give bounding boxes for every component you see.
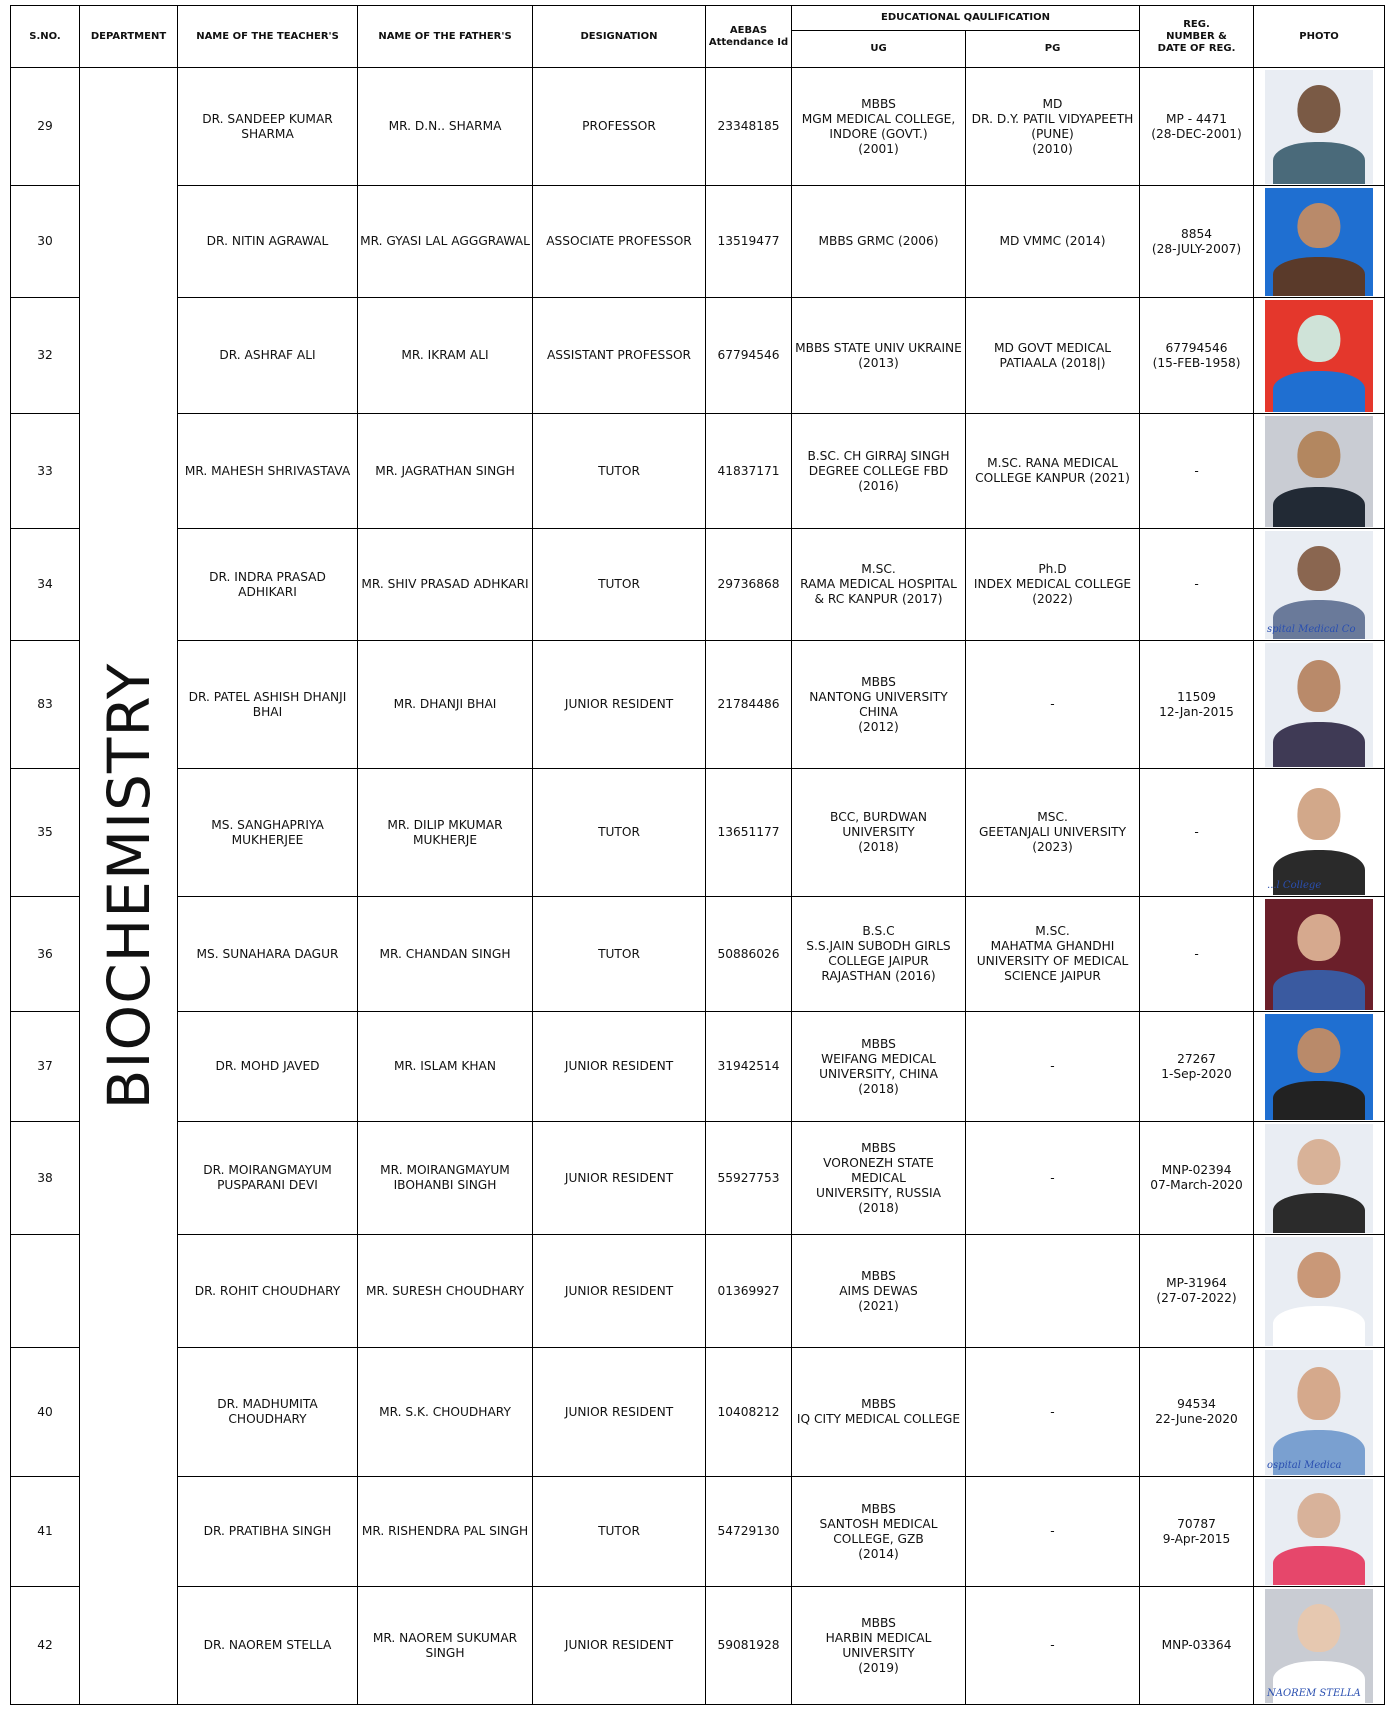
cell-father: MR. JAGRATHAN SINGH <box>358 414 533 529</box>
header-pg: PG <box>966 31 1140 68</box>
staff-photo <box>1265 771 1373 895</box>
photo-body-shape <box>1273 257 1366 296</box>
cell-pg: MD DR. D.Y. PATIL VIDYAPEETH (PUNE) (2010) <box>966 68 1140 186</box>
photo-body-shape <box>1273 970 1366 1010</box>
cell-reg: 70787 9-Apr-2015 <box>1140 1477 1254 1587</box>
staff-photo <box>1265 1479 1373 1585</box>
cell-photo <box>1254 186 1385 298</box>
cell-ug: MBBS VORONEZH STATE MEDICAL UNIVERSITY, RUSSIA (2018) <box>792 1122 966 1235</box>
cell-photo <box>1254 298 1385 414</box>
photo-stamp-text: NAOREM STELLA <box>1267 1687 1361 1699</box>
cell-photo <box>1254 897 1385 1012</box>
cell-teacher: DR. NAOREM STELLA <box>178 1587 358 1705</box>
cell-father: MR. SHIV PRASAD ADHKARI <box>358 529 533 641</box>
cell-pg <box>966 1235 1140 1348</box>
cell-photo <box>1254 529 1385 641</box>
cell-ug: MBBS NANTONG UNIVERSITY CHINA (2012) <box>792 641 966 769</box>
cell-designation: JUNIOR RESIDENT <box>533 1348 706 1477</box>
cell-photo <box>1254 414 1385 529</box>
cell-teacher: DR. SANDEEP KUMAR SHARMA <box>178 68 358 186</box>
cell-sno: 30 <box>11 186 80 298</box>
cell-designation: TUTOR <box>533 897 706 1012</box>
cell-pg: Ph.D INDEX MEDICAL COLLEGE (2022) <box>966 529 1140 641</box>
cell-designation: JUNIOR RESIDENT <box>533 1122 706 1235</box>
cell-designation: TUTOR <box>533 769 706 897</box>
header-education: EDUCATIONAL QAULIFICATION <box>792 6 1140 31</box>
cell-ug: B.S.C S.S.JAIN SUBODH GIRLS COLLEGE JAIPUR RAJASTHAN (2016) <box>792 897 966 1012</box>
photo-head-shape <box>1297 660 1340 712</box>
cell-designation: TUTOR <box>533 529 706 641</box>
staff-photo <box>1265 1350 1373 1475</box>
cell-aebas: 50886026 <box>706 897 792 1012</box>
photo-head-shape <box>1297 1493 1340 1538</box>
cell-reg: MNP-02394 07-March-2020 <box>1140 1122 1254 1235</box>
cell-sno: 35 <box>11 769 80 897</box>
table-row <box>11 68 1385 186</box>
cell-pg: M.SC. MAHATMA GHANDHI UNIVERSITY OF MEDICAL SCIENCE JAIPUR <box>966 897 1140 1012</box>
header-row <box>11 6 1385 31</box>
cell-teacher: DR. PATEL ASHISH DHANJI BHAI <box>178 641 358 769</box>
table-row <box>11 1122 1385 1235</box>
cell-father: MR. ISLAM KHAN <box>358 1012 533 1122</box>
cell-aebas: 55927753 <box>706 1122 792 1235</box>
cell-sno: 34 <box>11 529 80 641</box>
cell-father: MR. CHANDAN SINGH <box>358 897 533 1012</box>
staff-photo <box>1265 1237 1373 1346</box>
cell-sno: 83 <box>11 641 80 769</box>
photo-head-shape <box>1297 1367 1340 1420</box>
cell-reg: MNP-03364 <box>1140 1587 1254 1705</box>
cell-father: MR. IKRAM ALI <box>358 298 533 414</box>
cell-reg: 27267 1-Sep-2020 <box>1140 1012 1254 1122</box>
faculty-table <box>10 5 1385 1705</box>
staff-photo <box>1265 188 1373 296</box>
cell-pg: MD GOVT MEDICAL PATIAALA (2018|) <box>966 298 1140 414</box>
cell-teacher: DR. MADHUMITA CHOUDHARY <box>178 1348 358 1477</box>
cell-ug: MBBS AIMS DEWAS (2021) <box>792 1235 966 1348</box>
cell-ug: MBBS SANTOSH MEDICAL COLLEGE, GZB (2014) <box>792 1477 966 1587</box>
cell-designation: ASSOCIATE PROFESSOR <box>533 186 706 298</box>
cell-teacher: DR. MOIRANGMAYUM PUSPARANI DEVI <box>178 1122 358 1235</box>
cell-photo <box>1254 641 1385 769</box>
table-row <box>11 298 1385 414</box>
cell-teacher: DR. ROHIT CHOUDHARY <box>178 1235 358 1348</box>
cell-aebas: 13519477 <box>706 186 792 298</box>
cell-photo <box>1254 1235 1385 1348</box>
header-designation: DESIGNATION <box>533 6 706 68</box>
cell-aebas: 59081928 <box>706 1587 792 1705</box>
cell-teacher: DR. NITIN AGRAWAL <box>178 186 358 298</box>
cell-pg: MD VMMC (2014) <box>966 186 1140 298</box>
table-row <box>11 1235 1385 1348</box>
table-row <box>11 186 1385 298</box>
cell-photo <box>1254 1587 1385 1705</box>
cell-teacher: DR. INDRA PRASAD ADHIKARI <box>178 529 358 641</box>
header-aebas: AEBAS Attendance Id <box>706 6 792 68</box>
photo-body-shape <box>1273 722 1366 767</box>
cell-teacher: MR. MAHESH SHRIVASTAVA <box>178 414 358 529</box>
cell-father: MR. SURESH CHOUDHARY <box>358 1235 533 1348</box>
cell-designation: ASSISTANT PROFESSOR <box>533 298 706 414</box>
table-row <box>11 897 1385 1012</box>
cell-designation: TUTOR <box>533 1477 706 1587</box>
photo-body-shape <box>1273 142 1366 183</box>
cell-photo <box>1254 1348 1385 1477</box>
cell-photo <box>1254 1122 1385 1235</box>
cell-father: MR. NAOREM SUKUMAR SINGH <box>358 1587 533 1705</box>
cell-pg: - <box>966 1122 1140 1235</box>
staff-photo <box>1265 899 1373 1010</box>
cell-sno: 29 <box>11 68 80 186</box>
cell-pg: MSC. GEETANJALI UNIVERSITY (2023) <box>966 769 1140 897</box>
cell-father: MR. MOIRANGMAYUM IBOHANBI SINGH <box>358 1122 533 1235</box>
cell-aebas: 23348185 <box>706 68 792 186</box>
photo-head-shape <box>1297 203 1340 248</box>
cell-sno: 33 <box>11 414 80 529</box>
cell-sno: 42 <box>11 1587 80 1705</box>
photo-head-shape <box>1297 315 1340 362</box>
cell-aebas: 41837171 <box>706 414 792 529</box>
staff-photo <box>1265 300 1373 412</box>
photo-body-shape <box>1273 1306 1366 1345</box>
cell-aebas: 01369927 <box>706 1235 792 1348</box>
cell-reg: 8854 (28-JULY-2007) <box>1140 186 1254 298</box>
cell-teacher: DR. MOHD JAVED <box>178 1012 358 1122</box>
table-row <box>11 1012 1385 1122</box>
header-father: NAME OF THE FATHER'S <box>358 6 533 68</box>
department-label: BIOCHEMISTRY <box>94 662 163 1110</box>
staff-photo <box>1265 416 1373 527</box>
cell-sno: 37 <box>11 1012 80 1122</box>
cell-reg: - <box>1140 897 1254 1012</box>
cell-designation: JUNIOR RESIDENT <box>533 641 706 769</box>
table-row <box>11 414 1385 529</box>
cell-sno: 41 <box>11 1477 80 1587</box>
cell-ug: MBBS IQ CITY MEDICAL COLLEGE <box>792 1348 966 1477</box>
cell-pg: - <box>966 1348 1140 1477</box>
photo-head-shape <box>1297 85 1340 133</box>
header-photo: PHOTO <box>1254 6 1385 68</box>
cell-ug: MBBS GRMC (2006) <box>792 186 966 298</box>
staff-photo <box>1265 1589 1373 1703</box>
cell-aebas: 13651177 <box>706 769 792 897</box>
cell-ug: MBBS HARBIN MEDICAL UNIVERSITY (2019) <box>792 1587 966 1705</box>
cell-reg: - <box>1140 529 1254 641</box>
cell-reg: 11509 12-Jan-2015 <box>1140 641 1254 769</box>
cell-pg: - <box>966 641 1140 769</box>
staff-photo <box>1265 70 1373 184</box>
photo-head-shape <box>1297 1028 1340 1073</box>
cell-reg: 94534 22-June-2020 <box>1140 1348 1254 1477</box>
cell-pg: - <box>966 1012 1140 1122</box>
cell-ug: MBBS STATE UNIV UKRAINE (2013) <box>792 298 966 414</box>
header-teacher: NAME OF THE TEACHER'S <box>178 6 358 68</box>
photo-body-shape <box>1273 371 1366 411</box>
cell-photo <box>1254 68 1385 186</box>
table-body <box>11 68 1385 1705</box>
photo-body-shape <box>1273 1546 1366 1584</box>
photo-head-shape <box>1297 431 1340 478</box>
cell-sno <box>11 1235 80 1348</box>
cell-teacher: DR. PRATIBHA SINGH <box>178 1477 358 1587</box>
table-row <box>11 529 1385 641</box>
photo-head-shape <box>1297 1139 1340 1185</box>
cell-designation: JUNIOR RESIDENT <box>533 1235 706 1348</box>
staff-photo <box>1265 1014 1373 1120</box>
cell-teacher: MS. SUNAHARA DAGUR <box>178 897 358 1012</box>
cell-aebas: 54729130 <box>706 1477 792 1587</box>
photo-body-shape <box>1273 1193 1366 1232</box>
photo-stamp-text: ospital Medica <box>1267 1459 1342 1471</box>
cell-ug: MBBS MGM MEDICAL COLLEGE, INDORE (GOVT.) (2001) <box>792 68 966 186</box>
cell-father: MR. RISHENDRA PAL SINGH <box>358 1477 533 1587</box>
cell-sno: 36 <box>11 897 80 1012</box>
cell-ug: MBBS WEIFANG MEDICAL UNIVERSITY, CHINA (2018) <box>792 1012 966 1122</box>
cell-reg: MP - 4471 (28-DEC-2001) <box>1140 68 1254 186</box>
table-row <box>11 1477 1385 1587</box>
photo-body-shape <box>1273 487 1366 527</box>
cell-father: MR. DHANJI BHAI <box>358 641 533 769</box>
cell-designation: TUTOR <box>533 414 706 529</box>
cell-photo <box>1254 1012 1385 1122</box>
photo-stamp-text: spital Medical Co <box>1267 623 1356 635</box>
cell-aebas: 31942514 <box>706 1012 792 1122</box>
cell-pg: M.SC. RANA MEDICAL COLLEGE KANPUR (2021) <box>966 414 1140 529</box>
photo-head-shape <box>1297 1252 1340 1298</box>
cell-designation: JUNIOR RESIDENT <box>533 1012 706 1122</box>
table-row <box>11 769 1385 897</box>
cell-aebas: 21784486 <box>706 641 792 769</box>
cell-aebas: 10408212 <box>706 1348 792 1477</box>
cell-designation: PROFESSOR <box>533 68 706 186</box>
cell-reg: - <box>1140 769 1254 897</box>
cell-reg: - <box>1140 414 1254 529</box>
cell-ug: M.SC. RAMA MEDICAL HOSPITAL & RC KANPUR (2017) <box>792 529 966 641</box>
table-row <box>11 1348 1385 1477</box>
staff-photo <box>1265 531 1373 639</box>
cell-father: MR. D.N.. SHARMA <box>358 68 533 186</box>
staff-photo <box>1265 1124 1373 1233</box>
cell-pg: - <box>966 1477 1140 1587</box>
cell-teacher: MS. SANGHAPRIYA MUKHERJEE <box>178 769 358 897</box>
table-row <box>11 1587 1385 1705</box>
cell-father: MR. GYASI LAL AGGGRAWAL <box>358 186 533 298</box>
department-cell <box>80 68 178 1705</box>
cell-father: MR. S.K. CHOUDHARY <box>358 1348 533 1477</box>
table-row <box>11 641 1385 769</box>
header-ug: UG <box>792 31 966 68</box>
cell-reg: 67794546 (15-FEB-1958) <box>1140 298 1254 414</box>
cell-ug: B.SC. CH GIRRAJ SINGH DEGREE COLLEGE FBD (2016) <box>792 414 966 529</box>
staff-photo <box>1265 643 1373 767</box>
cell-designation: JUNIOR RESIDENT <box>533 1587 706 1705</box>
cell-father: MR. DILIP MKUMAR MUKHERJE <box>358 769 533 897</box>
photo-head-shape <box>1297 1604 1340 1652</box>
header-sno: S.NO. <box>11 6 80 68</box>
cell-pg: - <box>966 1587 1140 1705</box>
cell-sno: 38 <box>11 1122 80 1235</box>
photo-head-shape <box>1297 788 1340 840</box>
header-department: DEPARTMENT <box>80 6 178 68</box>
cell-sno: 32 <box>11 298 80 414</box>
cell-photo <box>1254 769 1385 897</box>
cell-reg: MP-31964 (27-07-2022) <box>1140 1235 1254 1348</box>
cell-ug: BCC, BURDWAN UNIVERSITY (2018) <box>792 769 966 897</box>
photo-body-shape <box>1273 1081 1366 1119</box>
photo-head-shape <box>1297 546 1340 591</box>
cell-sno: 40 <box>11 1348 80 1477</box>
header-reg: REG. NUMBER & DATE OF REG. <box>1140 6 1254 68</box>
photo-stamp-text: ...l College <box>1267 879 1322 891</box>
cell-teacher: DR. ASHRAF ALI <box>178 298 358 414</box>
cell-aebas: 67794546 <box>706 298 792 414</box>
photo-head-shape <box>1297 914 1340 961</box>
cell-aebas: 29736868 <box>706 529 792 641</box>
cell-photo <box>1254 1477 1385 1587</box>
